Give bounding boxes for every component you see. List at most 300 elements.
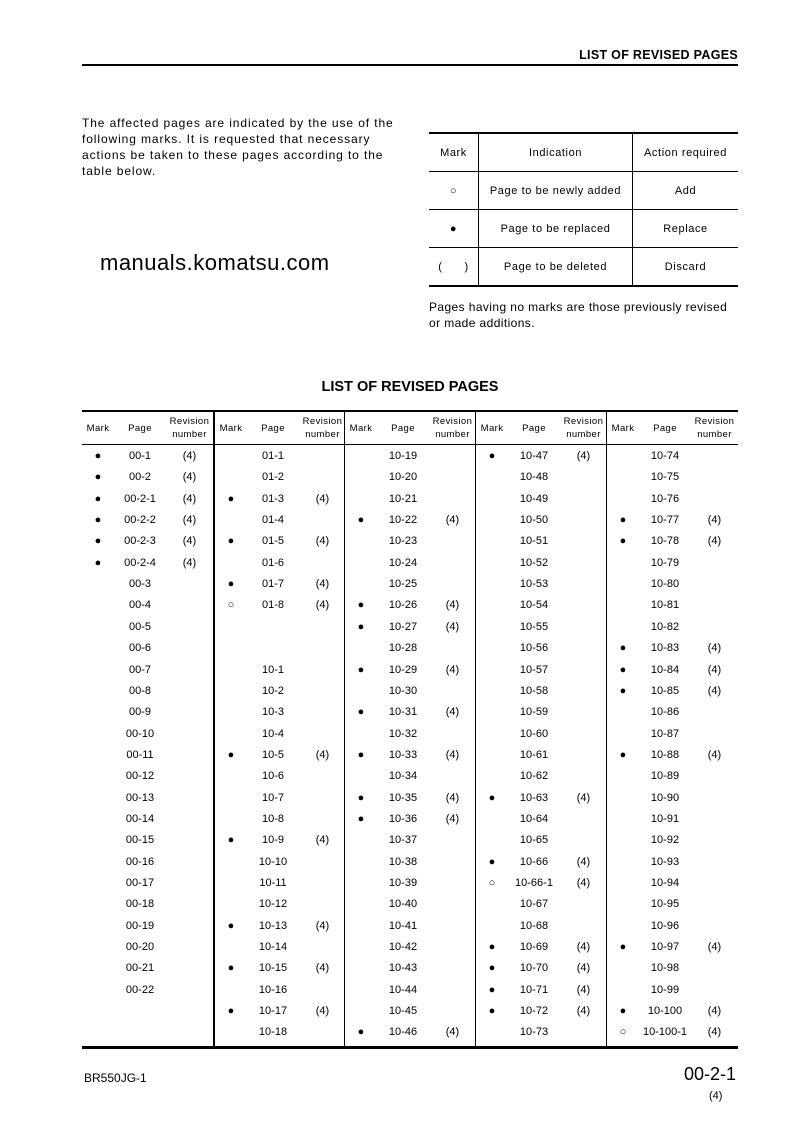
table-row <box>345 980 476 1001</box>
table-row <box>345 681 476 702</box>
table-row <box>82 873 213 894</box>
revised-pages-table <box>82 410 738 1049</box>
filled-circle-icon: ● <box>357 748 365 761</box>
page-cell: 10-36 <box>388 812 418 825</box>
legend-header-mark: Mark <box>429 133 479 172</box>
page-cell: 10-63 <box>519 791 549 804</box>
filled-circle-icon: ● <box>227 962 235 975</box>
revision-cell: (4) <box>707 663 722 676</box>
table-row <box>345 724 476 745</box>
revision-cell: (4) <box>707 1005 722 1018</box>
page-cell: 10-59 <box>519 706 549 719</box>
filled-circle-icon: ● <box>357 812 365 825</box>
table-row <box>345 766 476 787</box>
filled-circle-icon: ● <box>227 834 235 847</box>
table-row <box>82 638 213 659</box>
column-header <box>607 412 738 445</box>
table-row <box>345 446 476 467</box>
header-page: Page <box>522 423 546 434</box>
table-row <box>607 660 738 681</box>
table-row <box>476 1001 607 1022</box>
page-cell: 00-9 <box>128 706 152 719</box>
table-row <box>82 724 213 745</box>
table-row <box>82 1022 213 1043</box>
page-cell: 10-29 <box>388 663 418 676</box>
page-cell: 00-11 <box>126 748 154 761</box>
page-cell: 00-8 <box>128 684 152 697</box>
legend-row <box>429 248 738 287</box>
table-row <box>215 788 346 809</box>
page-cell: 10-47 <box>519 450 549 462</box>
filled-circle-icon: ● <box>357 791 365 804</box>
revision-cell: (4) <box>445 1026 460 1039</box>
table-row <box>476 489 607 510</box>
header-page: Page <box>653 423 677 434</box>
revision-cell: (4) <box>576 1005 591 1018</box>
watermark: manuals.komatsu.com <box>100 250 330 275</box>
revision-cell: (4) <box>576 983 591 996</box>
filled-circle-icon: ● <box>357 706 365 719</box>
filled-circle-icon: ● <box>488 962 496 975</box>
table-row <box>607 809 738 830</box>
revision-cell: (4) <box>707 748 722 761</box>
table-row <box>345 660 476 681</box>
table-row <box>215 574 346 595</box>
table-row <box>215 681 346 702</box>
page-cell: 00-3 <box>128 578 152 591</box>
open-circle-icon: ○ <box>227 599 235 612</box>
table-row <box>345 467 476 488</box>
table-row <box>345 852 476 873</box>
table-row <box>476 894 607 915</box>
table-row <box>607 873 738 894</box>
table-row <box>82 958 213 979</box>
note-text: Pages having no marks are those previously revised or made additions. <box>429 300 728 330</box>
table-row <box>476 937 607 958</box>
page-cell: 01-6 <box>261 556 285 569</box>
legend-header-indication: Indication <box>479 133 633 172</box>
page-cell: 10-76 <box>650 492 680 505</box>
page-cell: 10-80 <box>650 578 680 591</box>
revision-cell: (4) <box>182 556 197 569</box>
page-cell: 01-7 <box>261 578 285 591</box>
table-row <box>215 1022 346 1043</box>
table-row <box>607 724 738 745</box>
revision-cell: (4) <box>445 748 460 761</box>
table-row <box>345 894 476 915</box>
page-cell: 10-73 <box>519 1026 549 1039</box>
table-row <box>82 809 213 830</box>
page-cell: 10-72 <box>519 1005 549 1018</box>
legend-header-action: Action required <box>633 133 739 172</box>
table-row <box>607 510 738 531</box>
table-row <box>215 553 346 574</box>
filled-circle-icon: ● <box>619 748 627 761</box>
table-row <box>215 531 346 552</box>
table-row <box>215 467 346 488</box>
page-cell: 00-5 <box>128 620 152 633</box>
open-circle-icon: ○ <box>429 172 479 210</box>
legend-table <box>429 132 738 287</box>
page-cell: 10-20 <box>388 471 418 484</box>
table-row <box>607 574 738 595</box>
table-row <box>476 830 607 851</box>
column-header <box>82 412 213 445</box>
revision-cell: (4) <box>707 684 722 697</box>
legend-indication: Page to be deleted <box>479 248 633 287</box>
filled-circle-icon: ● <box>94 450 102 462</box>
table-row <box>345 788 476 809</box>
revision-cell: (4) <box>707 535 722 548</box>
table-row <box>607 916 738 937</box>
revision-cell: (4) <box>707 514 722 527</box>
page-cell: 10-34 <box>388 770 418 783</box>
table-row <box>215 702 346 723</box>
page-cell: 10-6 <box>261 770 285 783</box>
page-cell: 00-10 <box>125 727 155 740</box>
table-row <box>345 745 476 766</box>
page-cell: 10-94 <box>650 877 680 889</box>
page-cell: 10-39 <box>388 877 418 889</box>
filled-circle-icon: ● <box>488 941 496 954</box>
page-cell: 01-8 <box>261 599 285 612</box>
page-cell: 10-70 <box>519 962 549 975</box>
table-row <box>607 595 738 616</box>
table-row <box>476 553 607 574</box>
page-cell: 10-56 <box>519 642 549 655</box>
page-cell: 10-18 <box>258 1026 288 1039</box>
filled-circle-icon: ● <box>488 450 496 462</box>
filled-circle-icon: ● <box>357 620 365 633</box>
revision-cell: (4) <box>315 748 330 761</box>
table-row <box>476 852 607 873</box>
page-cell: 10-81 <box>650 599 680 612</box>
page-cell: 10-86 <box>650 706 680 719</box>
page-cell: 10-66-1 <box>515 877 553 889</box>
table-row <box>345 553 476 574</box>
page-cell: 10-48 <box>519 471 549 484</box>
revision-cell: (4) <box>445 791 460 804</box>
table-row <box>345 702 476 723</box>
filled-circle-icon: ● <box>619 642 627 655</box>
page-cell: 10-49 <box>519 492 549 505</box>
revision-cell: (4) <box>182 492 197 505</box>
revision-cell: (4) <box>182 471 197 484</box>
table-row <box>82 766 213 787</box>
table-row <box>607 702 738 723</box>
page-cell: 10-46 <box>388 1026 418 1039</box>
filled-circle-icon: ● <box>619 941 627 954</box>
page-cell: 10-90 <box>650 791 680 804</box>
table-row <box>82 745 213 766</box>
table-row <box>82 467 213 488</box>
page-cell: 10-10 <box>258 855 288 868</box>
page-cell: 10-31 <box>388 706 418 719</box>
page-cell: 00-21 <box>125 962 155 975</box>
page-cell: 10-84 <box>650 663 680 676</box>
page-cell: 10-100-1 <box>642 1026 688 1039</box>
page-cell: 10-91 <box>650 812 680 825</box>
table-row <box>607 617 738 638</box>
header-mark: Mark <box>611 423 635 434</box>
table-row <box>476 574 607 595</box>
filled-circle-icon: ● <box>619 663 627 676</box>
page-cell: 10-100 <box>647 1005 683 1018</box>
revision-cell: (4) <box>182 450 197 462</box>
header-revision-number: Revision number <box>169 416 210 440</box>
table-row <box>215 489 346 510</box>
page-cell: 10-14 <box>258 941 288 954</box>
table-row <box>345 873 476 894</box>
page-cell: 10-77 <box>650 514 680 527</box>
page-cell: 00-13 <box>125 791 155 804</box>
table-row <box>215 809 346 830</box>
column-group-3 <box>344 412 476 1046</box>
page-cell: 10-11 <box>259 877 287 889</box>
table-row <box>607 531 738 552</box>
filled-circle-icon: ● <box>619 514 627 527</box>
header-title: LIST OF REVISED PAGES <box>579 48 738 62</box>
table-row <box>82 574 213 595</box>
filled-circle-icon: ● <box>429 210 479 248</box>
page-cell: 10-74 <box>650 450 680 462</box>
page-cell: 10-54 <box>519 599 549 612</box>
table-row <box>607 467 738 488</box>
table-row <box>607 553 738 574</box>
table-row <box>345 916 476 937</box>
table-row <box>215 980 346 1001</box>
filled-circle-icon: ● <box>94 492 102 505</box>
header-rule <box>82 64 738 66</box>
table-row <box>476 980 607 1001</box>
table-row <box>215 937 346 958</box>
page-cell: 10-19 <box>388 450 418 462</box>
page-cell: 10-3 <box>261 706 285 719</box>
table-row <box>607 980 738 1001</box>
table-row <box>82 702 213 723</box>
page-cell: 10-13 <box>258 919 288 932</box>
open-circle-icon: ○ <box>488 877 496 889</box>
page-cell: 10-68 <box>519 919 549 932</box>
table-row <box>82 830 213 851</box>
page-cell: 10-23 <box>388 535 418 548</box>
header-page: Page <box>261 423 285 434</box>
revision-cell: (4) <box>315 535 330 548</box>
filled-circle-icon: ● <box>619 1005 627 1018</box>
page-cell: 10-87 <box>650 727 680 740</box>
revision-cell: (4) <box>182 535 197 548</box>
table-row <box>215 830 346 851</box>
revision-cell: (4) <box>315 919 330 932</box>
page-cell: 10-79 <box>650 556 680 569</box>
revision-cell: (4) <box>576 450 591 462</box>
page-cell: 10-95 <box>650 898 680 911</box>
page-cell: 10-78 <box>650 535 680 548</box>
page-cell: 10-51 <box>519 535 549 548</box>
table-row <box>82 489 213 510</box>
table-row <box>476 531 607 552</box>
filled-circle-icon: ● <box>488 791 496 804</box>
table-row <box>607 681 738 702</box>
filled-circle-icon: ● <box>227 492 235 505</box>
page-cell: 10-61 <box>519 748 549 761</box>
table-row <box>607 830 738 851</box>
footer-revision: (4) <box>709 1090 723 1102</box>
table-row <box>82 531 213 552</box>
page-cell: 10-71 <box>519 983 549 996</box>
legend-action: Replace <box>633 210 739 248</box>
legend-indication: Page to be newly added <box>479 172 633 210</box>
table-row <box>82 553 213 574</box>
table-row <box>345 510 476 531</box>
table-row <box>82 510 213 531</box>
revision-cell: (4) <box>707 642 722 655</box>
page-cell: 00-2 <box>128 471 152 484</box>
page-cell: 10-12 <box>258 898 288 911</box>
page-cell: 10-32 <box>388 727 418 740</box>
table-row <box>215 894 346 915</box>
table-row <box>476 745 607 766</box>
page-cell: 10-53 <box>519 578 549 591</box>
parentheses-mark: ( ) <box>429 248 479 287</box>
revision-cell: (4) <box>576 855 591 868</box>
table-row <box>215 595 346 616</box>
list-title: LIST OF REVISED PAGES <box>321 379 499 395</box>
table-row <box>607 638 738 659</box>
revision-cell: (4) <box>707 941 722 954</box>
page-cell: 01-1 <box>261 450 285 462</box>
page-cell: 10-98 <box>650 962 680 975</box>
page-cell: 10-30 <box>388 684 418 697</box>
page-cell: 10-1 <box>261 663 285 676</box>
table-row <box>607 937 738 958</box>
table-row <box>215 724 346 745</box>
page-cell: 10-5 <box>261 748 285 761</box>
page-cell: 10-57 <box>519 663 549 676</box>
footer-page-number: 00-2-1 <box>684 1064 737 1084</box>
table-row <box>82 681 213 702</box>
filled-circle-icon: ● <box>94 471 102 484</box>
page-cell: 10-64 <box>519 812 549 825</box>
header-mark: Mark <box>86 423 110 434</box>
revision-cell: (4) <box>445 663 460 676</box>
page-cell: 10-28 <box>388 642 418 655</box>
page-cell: 10-97 <box>650 941 680 954</box>
header-page: Page <box>128 423 152 434</box>
page-cell: 10-83 <box>650 642 680 655</box>
footer-model: BR550JG-1 <box>84 1071 147 1085</box>
revision-cell: (4) <box>182 514 197 527</box>
table-row <box>345 574 476 595</box>
table-row <box>476 766 607 787</box>
filled-circle-icon: ● <box>227 748 235 761</box>
table-row <box>82 788 213 809</box>
table-row <box>476 958 607 979</box>
page-cell: 10-9 <box>261 834 285 847</box>
table-row <box>345 1001 476 1022</box>
table-row <box>82 937 213 958</box>
table-row <box>476 467 607 488</box>
filled-circle-icon: ● <box>357 599 365 612</box>
page-cell: 10-40 <box>388 898 418 911</box>
table-row <box>607 788 738 809</box>
table-row <box>476 510 607 531</box>
legend-indication: Page to be replaced <box>479 210 633 248</box>
table-row <box>345 489 476 510</box>
table-row <box>215 446 346 467</box>
revision-cell: (4) <box>576 877 591 889</box>
page-cell: 10-92 <box>650 834 680 847</box>
table-row <box>82 660 213 681</box>
page-cell: 10-65 <box>519 834 549 847</box>
table-row <box>476 446 607 467</box>
column-group-1 <box>82 412 213 1046</box>
page-cell: 10-25 <box>388 578 418 591</box>
page-cell: 10-60 <box>519 727 549 740</box>
page-cell: 00-2-4 <box>124 556 156 569</box>
header-revision-number: Revision number <box>432 416 473 440</box>
revision-cell: (4) <box>445 706 460 719</box>
page-cell: 10-82 <box>650 620 680 633</box>
page-cell: 10-85 <box>650 684 680 697</box>
page-cell: 10-88 <box>650 748 680 761</box>
table-row <box>476 809 607 830</box>
page-cell: 10-27 <box>388 620 418 633</box>
page-cell: 00-19 <box>125 919 155 932</box>
header-revision-number: Revision number <box>563 416 604 440</box>
open-circle-icon: ○ <box>619 1026 627 1039</box>
revision-cell: (4) <box>315 578 330 591</box>
legend-action: Add <box>633 172 739 210</box>
filled-circle-icon: ● <box>619 684 627 697</box>
filled-circle-icon: ● <box>94 535 102 548</box>
table-row <box>215 766 346 787</box>
table-row <box>345 830 476 851</box>
table-row <box>476 702 607 723</box>
filled-circle-icon: ● <box>227 578 235 591</box>
filled-circle-icon: ● <box>357 514 365 527</box>
page-cell: 00-2-1 <box>124 492 156 505</box>
revision-cell: (4) <box>445 620 460 633</box>
legend-row <box>429 172 738 210</box>
table-row <box>476 617 607 638</box>
page-cell: 10-35 <box>388 791 418 804</box>
page-cell: 10-22 <box>388 514 418 527</box>
revision-cell: (4) <box>707 1026 722 1039</box>
table-row <box>607 958 738 979</box>
page-cell: 10-42 <box>388 941 418 954</box>
table-row <box>345 617 476 638</box>
page-cell: 10-44 <box>388 983 418 996</box>
column-group-5 <box>606 412 738 1046</box>
page-cell: 00-12 <box>125 770 155 783</box>
page-cell: 10-99 <box>650 983 680 996</box>
page-cell: 10-8 <box>261 812 285 825</box>
table-row <box>607 446 738 467</box>
table-row <box>82 446 213 467</box>
page-cell: 10-58 <box>519 684 549 697</box>
table-row <box>607 852 738 873</box>
column-header <box>215 412 346 445</box>
header-page: Page <box>391 423 415 434</box>
filled-circle-icon: ● <box>94 514 102 527</box>
column-header <box>476 412 607 445</box>
table-row <box>215 638 346 659</box>
header-mark: Mark <box>219 423 243 434</box>
revision-cell: (4) <box>315 834 330 847</box>
page-cell: 10-43 <box>388 962 418 975</box>
page-cell: 01-3 <box>261 492 285 505</box>
